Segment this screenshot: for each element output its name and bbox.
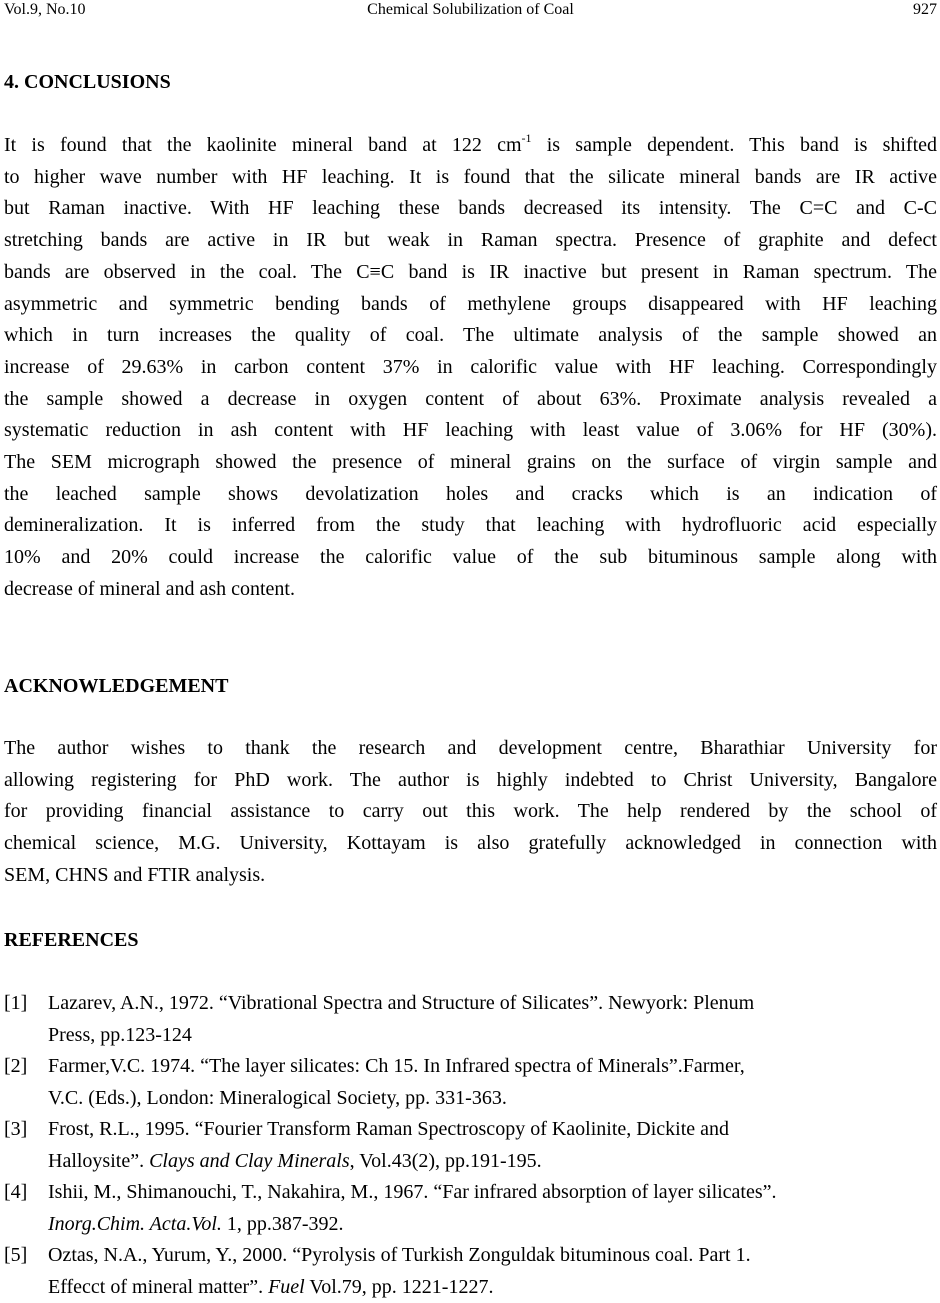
reference-line: Press, pp.123-124 bbox=[48, 1020, 937, 1052]
running-title: Chemical Solubilization of Coal bbox=[4, 0, 937, 20]
paragraph-line: but Raman inactive. With HF leaching these bands decreased its intensity. The C=C and C-C bbox=[4, 193, 937, 225]
paragraph-line: the leached sample shows devolatization holes and cracks which is an indication of bbox=[4, 479, 937, 511]
paragraph-line: bands are observed in the coal. The C≡C band is IR inactive but present in Raman spectrum. The bbox=[4, 257, 937, 289]
paragraph-line: The author wishes to thank the research and development centre, Bharathiar University for bbox=[4, 733, 937, 765]
paragraph-line: for providing financial assistance to carry out this work. The help rendered by the school of bbox=[4, 796, 937, 828]
conclusions-heading: 4. CONCLUSIONS bbox=[4, 70, 171, 94]
conclusions-paragraph bbox=[4, 130, 937, 606]
running-header bbox=[4, 0, 937, 22]
acknowledgement-paragraph bbox=[4, 733, 937, 892]
paragraph-line: to higher wave number with HF leaching. It is found that the silicate mineral bands are IR active bbox=[4, 162, 937, 194]
paragraph-line: SEM, CHNS and FTIR analysis. bbox=[4, 860, 937, 892]
paragraph-line: It is found that the kaolinite mineral band at 122 $cm^{-1}$ is sample dependent. This band is shifted bbox=[4, 130, 937, 162]
reference-line: Frost, R.L., 1995. “Fourier Transform Raman Spectroscopy of Kaolinite, Dickite and bbox=[48, 1114, 937, 1146]
reference-line: Inorg.Chim. Acta.Vol. 1, pp.387-392. bbox=[48, 1209, 937, 1241]
paragraph-line: The SEM micrograph showed the presence of mineral grains on the surface of virgin sample and bbox=[4, 447, 937, 479]
reference-item bbox=[4, 1240, 937, 1303]
reference-number: [4] bbox=[4, 1177, 27, 1209]
paragraph-line: allowing registering for PhD work. The author is highly indebted to Christ University, Bangalore bbox=[4, 765, 937, 797]
paragraph-line: chemical science, M.G. University, Kottayam is also gratefully acknowledged in connection with bbox=[4, 828, 937, 860]
paragraph-line: asymmetric and symmetric bending bands of methylene groups disappeared with HF leaching bbox=[4, 289, 937, 321]
page-number: 927 bbox=[913, 0, 937, 20]
reference-item bbox=[4, 1114, 937, 1177]
reference-item bbox=[4, 1177, 937, 1240]
references-heading: REFERENCES bbox=[4, 928, 138, 952]
reference-number: [5] bbox=[4, 1240, 27, 1272]
reference-line: Farmer,V.C. 1974. “The layer silicates: Ch 15. In Infrared spectra of Minerals”.Farmer, bbox=[48, 1051, 937, 1083]
reference-line: Lazarev, A.N., 1972. “Vibrational Spectra and Structure of Silicates”. Newyork: Plenum bbox=[48, 988, 937, 1020]
journal-title: Inorg.Chim. Acta.Vol. bbox=[48, 1213, 222, 1235]
paragraph-line: decrease of mineral and ash content. bbox=[4, 574, 937, 606]
reference-number: [3] bbox=[4, 1114, 27, 1146]
reference-item bbox=[4, 988, 937, 1051]
reference-number: [1] bbox=[4, 988, 27, 1020]
journal-title: Fuel bbox=[268, 1276, 305, 1298]
paragraph-line: the sample showed a decrease in oxygen content of about 63%. Proximate analysis revealed a bbox=[4, 384, 937, 416]
reference-list bbox=[4, 988, 937, 1303]
paragraph-line: demineralization. It is inferred from the study that leaching with hydrofluoric acid especially bbox=[4, 510, 937, 542]
paragraph-line: stretching bands are active in IR but weak in Raman spectra. Presence of graphite and defect bbox=[4, 225, 937, 257]
reference-line: Effecct of mineral matter”. Fuel Vol.79, pp. 1221-1227. bbox=[48, 1272, 937, 1303]
reference-number: [2] bbox=[4, 1051, 27, 1083]
paragraph-line: systematic reduction in ash content with HF leaching with least value of 3.06% for HF (30%). bbox=[4, 415, 937, 447]
paragraph-line: which in turn increases the quality of coal. The ultimate analysis of the sample showed an bbox=[4, 320, 937, 352]
reference-line: Oztas, N.A., Yurum, Y., 2000. “Pyrolysis of Turkish Zonguldak bituminous coal. Part 1. bbox=[48, 1240, 937, 1272]
paragraph-line: increase of 29.63% in carbon content 37% in calorific value with HF leaching. Correspondingly bbox=[4, 352, 937, 384]
volume-label: Vol.9, No.10 bbox=[4, 0, 86, 20]
reference-line: Halloysite”. Clays and Clay Minerals, Vol.43(2), pp.191-195. bbox=[48, 1146, 937, 1178]
superscript: -1 bbox=[522, 131, 532, 145]
reference-line: Ishii, M., Shimanouchi, T., Nakahira, M., 1967. “Far infrared absorption of layer silicates”. bbox=[48, 1177, 937, 1209]
journal-title: Clays and Clay Minerals bbox=[149, 1150, 350, 1172]
reference-item bbox=[4, 1051, 937, 1114]
acknowledgement-heading: ACKNOWLEDGEMENT bbox=[4, 674, 228, 698]
paragraph-line: 10% and 20% could increase the calorific value of the sub bituminous sample along with bbox=[4, 542, 937, 574]
reference-line: V.C. (Eds.), London: Mineralogical Society, pp. 331-363. bbox=[48, 1083, 937, 1115]
